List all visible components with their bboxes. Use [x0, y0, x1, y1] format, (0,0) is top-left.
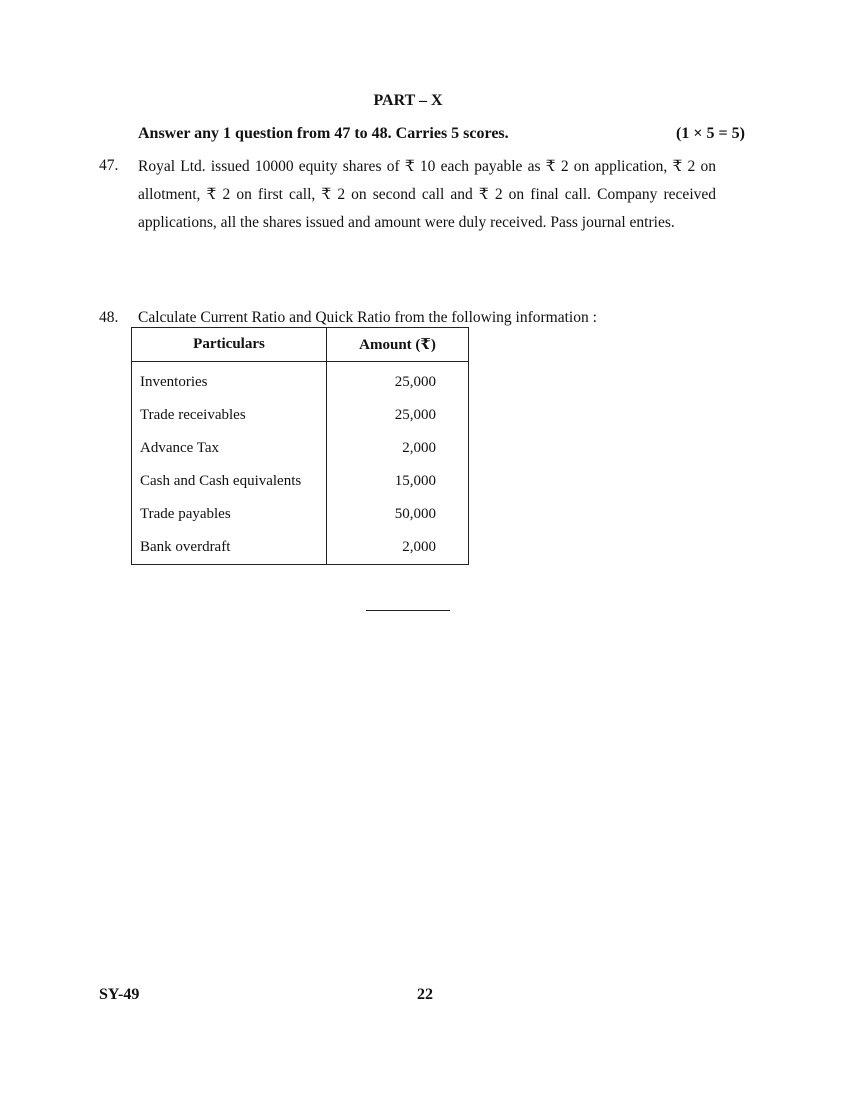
- row-particular: Bank overdraft: [132, 531, 327, 565]
- table-row: [132, 531, 469, 565]
- row-amount: 25,000: [327, 362, 469, 400]
- row-amount: 25,000: [327, 399, 469, 432]
- section-marks: (1 × 5 = 5): [676, 125, 745, 142]
- table-row: [132, 465, 469, 498]
- question-47-number: 47.: [99, 157, 119, 174]
- table-row: [132, 399, 469, 432]
- row-amount: 2,000: [327, 432, 469, 465]
- header-amount: Amount (₹): [327, 328, 469, 362]
- row-particular: Trade payables: [132, 498, 327, 531]
- part-title: PART – X: [373, 92, 443, 109]
- question-47-text: Royal Ltd. issued 10000 equity shares of ₹ 10 each payable as ₹ 2 on application, ₹ 2 on allotment, ₹ 2 on first call, ₹ 2 on second call and ₹ 2 on final call. Company received applications, all the shares issued and amount were duly received. Pass journal entries.: [138, 158, 716, 231]
- table-header-row: [132, 328, 469, 362]
- question-48-text: Calculate Current Ratio and Quick Ratio from the following information :: [138, 309, 597, 326]
- table-row: [132, 432, 469, 465]
- footer-paper-code: SY-49: [99, 986, 140, 1003]
- row-amount: 15,000: [327, 465, 469, 498]
- end-of-section-rule: [366, 610, 450, 611]
- section-instruction: Answer any 1 question from 47 to 48. Carries 5 scores.: [138, 125, 509, 142]
- row-particular: Trade receivables: [132, 399, 327, 432]
- row-particular: Advance Tax: [132, 432, 327, 465]
- row-particular: Cash and Cash equivalents: [132, 465, 327, 498]
- row-particular: Inventories: [132, 362, 327, 400]
- row-amount: 2,000: [327, 531, 469, 565]
- table-row: [132, 362, 469, 400]
- row-amount: 50,000: [327, 498, 469, 531]
- question-48-number: 48.: [99, 309, 119, 326]
- header-particulars: Particulars: [132, 328, 327, 362]
- ratio-data-table: [131, 327, 469, 565]
- footer-page-number: 22: [417, 986, 433, 1003]
- table-row: [132, 498, 469, 531]
